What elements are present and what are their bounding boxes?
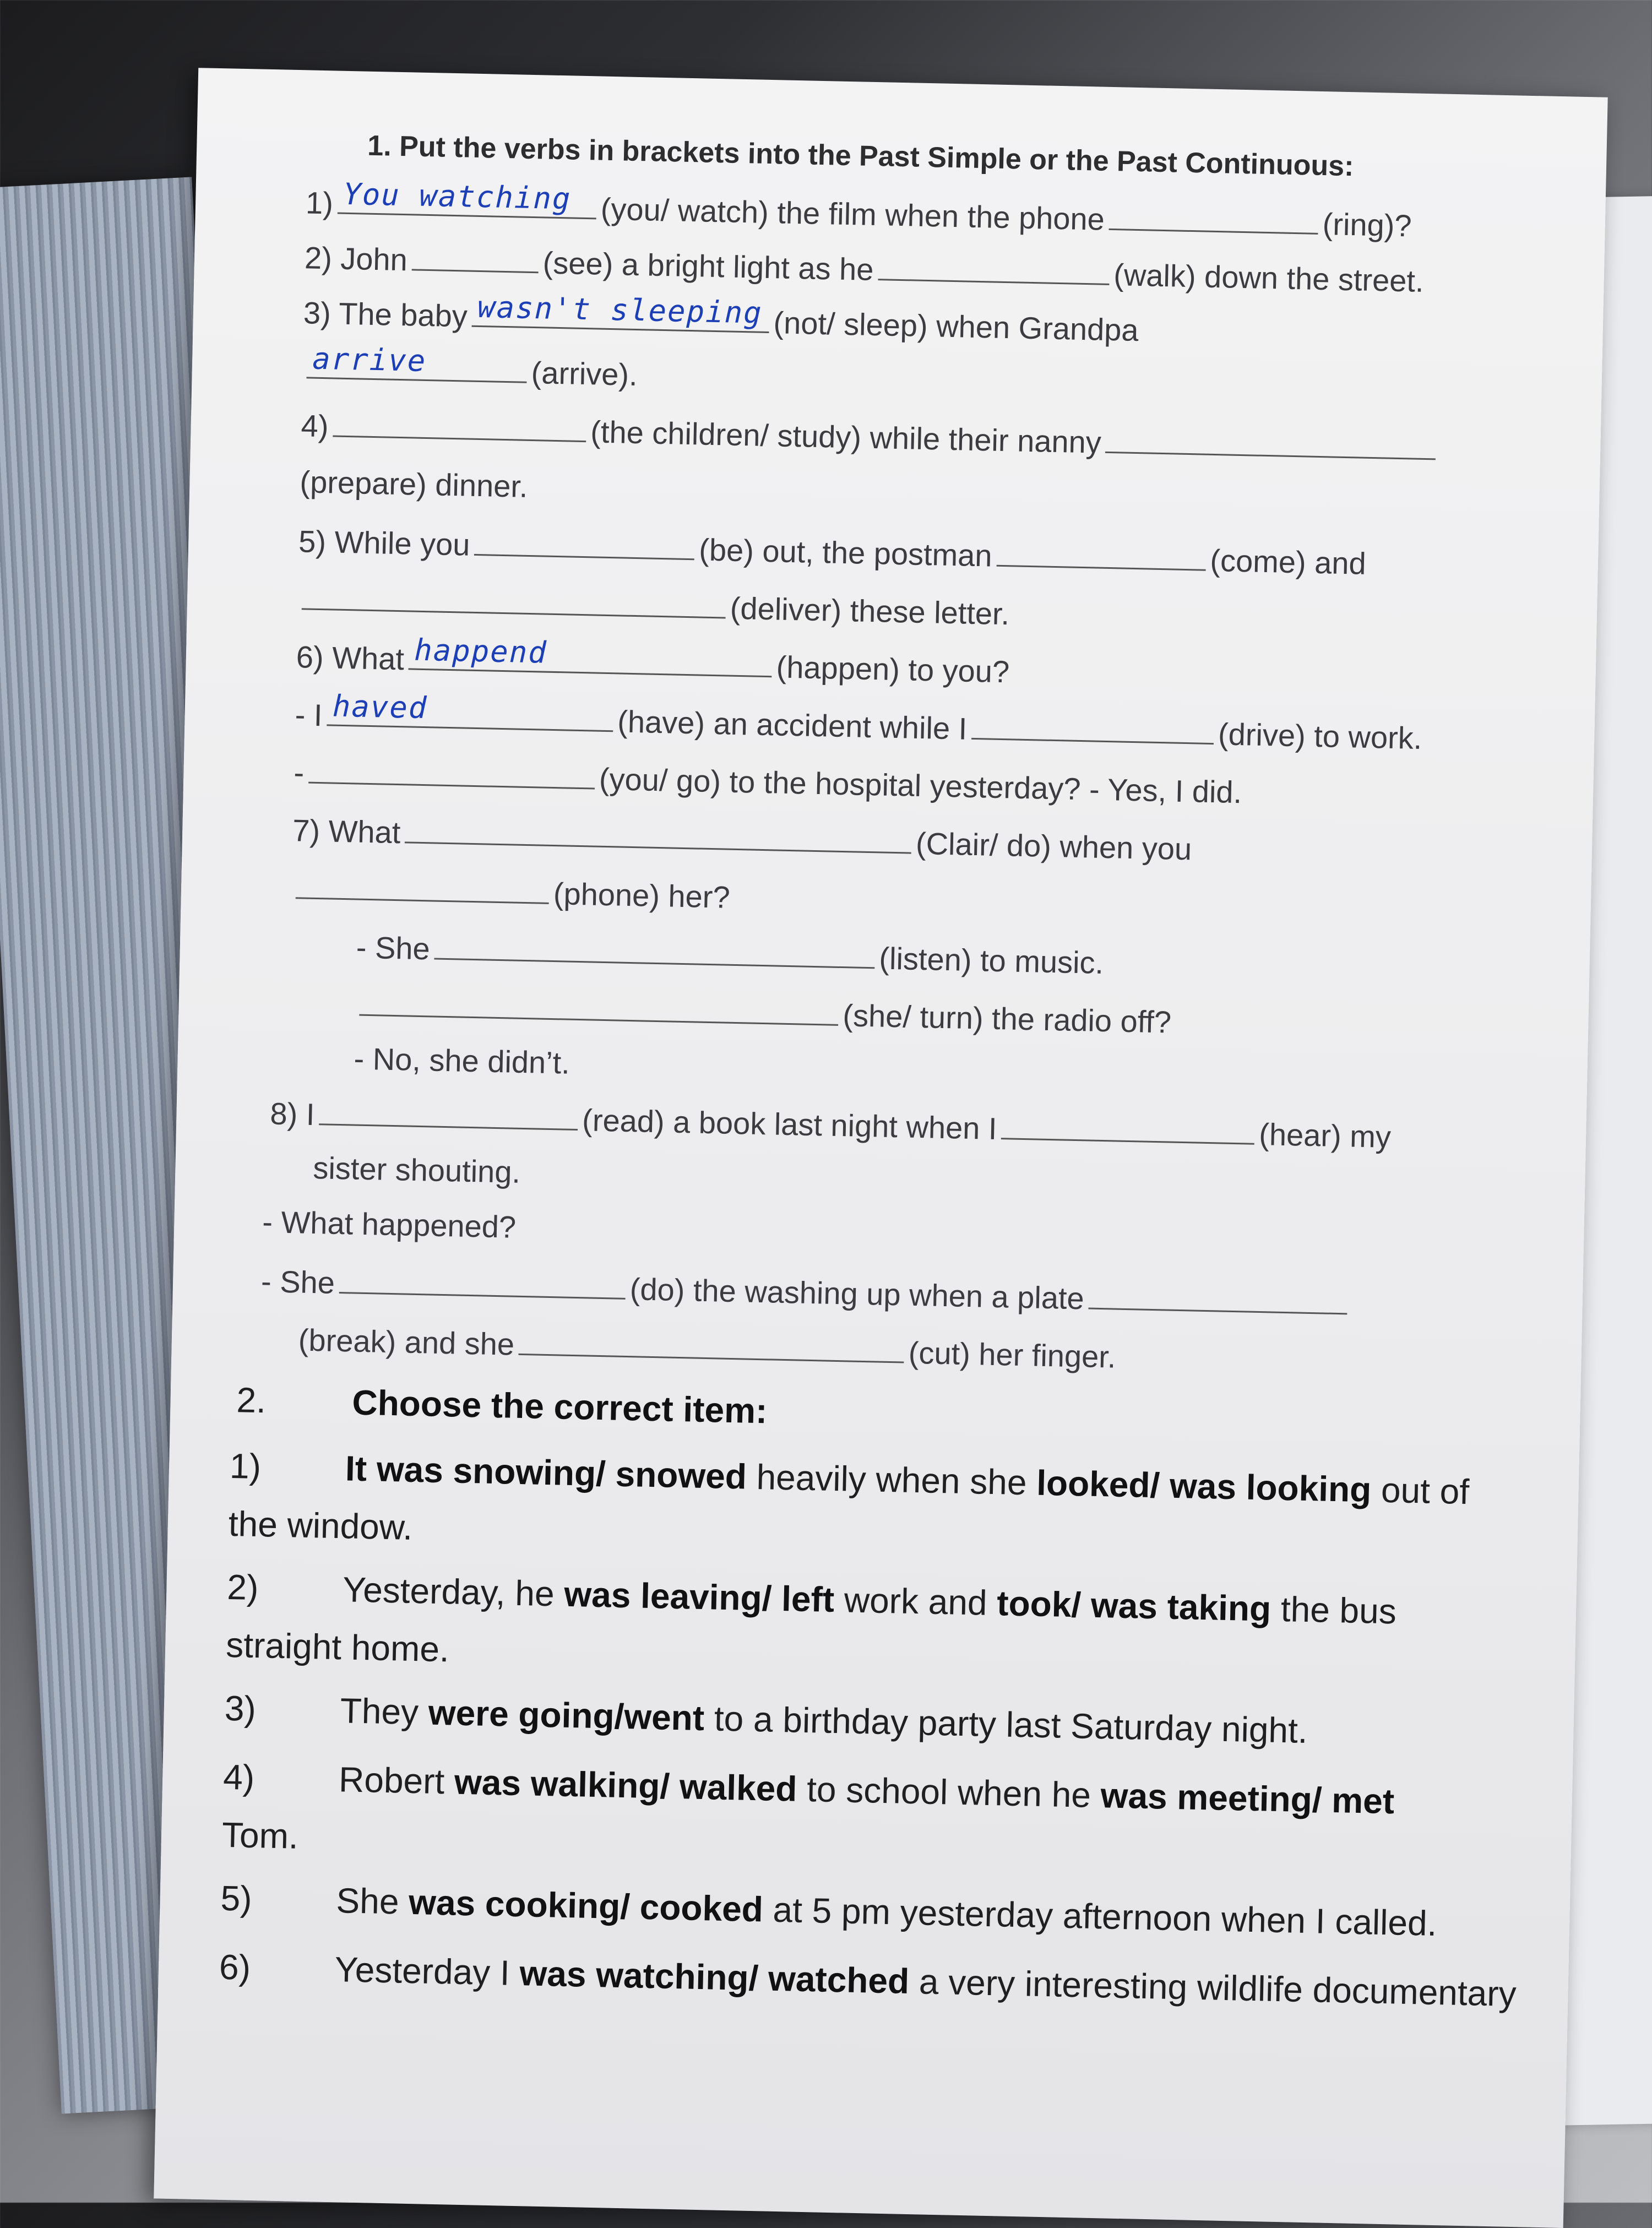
choice-options[interactable]: were going/went xyxy=(428,1692,705,1738)
item-number: 6) xyxy=(219,1947,251,1987)
ex1-line-20: - She (do) the washing up when a plate xyxy=(260,1262,1352,1322)
ex1-line-12: 7) What (Clair/ do) when you xyxy=(292,813,1192,867)
answer-blank[interactable] xyxy=(338,176,597,220)
choice-item-continuation: the window. xyxy=(228,1503,414,1547)
item-number: 4) xyxy=(222,1757,255,1798)
choice-item-1 xyxy=(229,1446,1470,1512)
item-text: to school when he xyxy=(796,1769,1101,1816)
choice-options[interactable]: was watching/ watched xyxy=(519,1953,910,2001)
item-number: 2) xyxy=(226,1567,259,1608)
ex1-line-13: (phone) her? xyxy=(291,868,730,915)
answer-blank[interactable] xyxy=(333,406,586,442)
answer-blank[interactable] xyxy=(474,525,695,560)
item-text: heavily when she xyxy=(746,1457,1037,1503)
item-number: 3) xyxy=(224,1688,257,1729)
item-text: out of xyxy=(1371,1470,1470,1512)
handwritten-answer: You watching xyxy=(343,176,572,216)
answer-blank[interactable] xyxy=(1108,200,1318,235)
item-text: They xyxy=(340,1691,429,1732)
choice-options[interactable]: was leaving/ left xyxy=(563,1574,835,1620)
answer-blank[interactable] xyxy=(996,536,1206,571)
ex1-line-3: 3) The baby wasn't sleeping (not/ sleep) when Grandpa xyxy=(303,289,1139,348)
item-number: 1) xyxy=(229,1446,262,1487)
answer-blank[interactable] xyxy=(308,753,595,790)
worksheet-page xyxy=(154,68,1607,2228)
choice-item-continuation: Tom. xyxy=(221,1814,299,1856)
exercise1-title: 1. Put the verbs in brackets into the Past Simple or the Past Continuous: xyxy=(367,129,1355,183)
ex1-line-7: 5) While you (be) out, the postman (come) and xyxy=(298,524,1367,581)
item-text: to a birthday party last Saturday night. xyxy=(704,1698,1308,1751)
answer-blank[interactable] xyxy=(971,709,1214,745)
choice-options[interactable]: was walking/ walked xyxy=(454,1762,798,1809)
choice-item-5 xyxy=(220,1878,1437,1944)
ex1-line-17: 8) I (read) a book last night when I (hear) my xyxy=(270,1094,1392,1155)
answer-blank[interactable] xyxy=(434,930,875,969)
ex1-line-4: arrive (arrive). xyxy=(302,348,638,393)
item-text: a very interesting wildlife documentary xyxy=(909,1961,1517,2014)
ex1-line-1: 1) You watching (you/ watch) the film when the phone (ring)? xyxy=(305,176,1412,243)
item-text: Yesterday I xyxy=(334,1949,520,1993)
handwritten-answer: wasn't sleeping xyxy=(477,289,763,330)
item-text: She xyxy=(335,1881,410,1922)
item-text: work and xyxy=(834,1579,998,1623)
ex1-line-15: (she/ turn) the radio off? xyxy=(355,986,1172,1040)
choice-options[interactable]: was cooking/ cooked xyxy=(408,1882,764,1930)
answer-blank[interactable] xyxy=(878,250,1110,285)
answer-blank[interactable] xyxy=(409,632,773,677)
answer-blank[interactable] xyxy=(339,1263,626,1300)
item-number: 5) xyxy=(220,1878,253,1919)
answer-blank[interactable] xyxy=(411,240,539,273)
choice-options[interactable]: took/ was taking xyxy=(996,1583,1271,1629)
answer-blank[interactable] xyxy=(1001,1109,1255,1145)
ex1-line-18: sister shouting. xyxy=(312,1150,521,1189)
choice-options[interactable]: looked/ was looking xyxy=(1036,1463,1372,1510)
ex1-line-5: 4) (the children/ study) while their nanny xyxy=(301,406,1441,467)
answer-blank[interactable] xyxy=(319,1095,578,1131)
ex1-line-10: - I haved (have) an accident while I (drive) to work. xyxy=(295,688,1423,756)
answer-blank[interactable] xyxy=(405,813,912,854)
ex1-line-16: - No, she didn’t. xyxy=(354,1041,570,1080)
choice-item-6 xyxy=(219,1947,1517,2014)
answer-blank[interactable] xyxy=(1088,1279,1347,1315)
ex1-line-19: - What happened? xyxy=(262,1204,517,1245)
item-text: at 5 pm yesterday afternoon when I called. xyxy=(763,1889,1438,1944)
handwritten-answer: haved xyxy=(332,688,428,726)
answer-blank[interactable] xyxy=(519,1325,905,1363)
ex1-line-8: (deliver) these letter. xyxy=(297,579,1009,632)
answer-blank[interactable] xyxy=(359,986,839,1026)
answer-blank[interactable] xyxy=(327,688,613,732)
handwritten-answer: happend xyxy=(414,632,548,670)
ex1-line-14: - She (listen) to music. xyxy=(356,930,1104,980)
item-text: Robert xyxy=(338,1759,455,1802)
ex1-line-11: - (you/ go) to the hospital yesterday? - Yes, I did. xyxy=(294,753,1242,810)
answer-blank[interactable] xyxy=(471,289,769,333)
answer-blank[interactable] xyxy=(296,868,550,904)
ex1-line-21: (break) and she (cut) her finger. xyxy=(298,1322,1117,1374)
ex1-line-2: 2) John (see) a bright light as he (walk) down the street. xyxy=(304,240,1425,298)
item-text: Yesterday, he xyxy=(342,1569,565,1614)
choice-options[interactable]: was meeting/ met xyxy=(1100,1775,1395,1822)
choice-item-4 xyxy=(223,1757,1395,1822)
answer-blank[interactable] xyxy=(1105,423,1436,460)
choice-options[interactable]: It was snowing/ snowed xyxy=(345,1448,747,1497)
item-text: the bus xyxy=(1270,1589,1397,1632)
exercise2-heading: 2. Choose the correct item: xyxy=(236,1380,768,1431)
choice-item-2 xyxy=(227,1567,1397,1632)
handwritten-answer: arrive xyxy=(312,341,427,378)
choice-item-continuation: straight home. xyxy=(225,1624,450,1670)
choice-item-3 xyxy=(224,1688,1308,1751)
ex1-line-9: 6) What happend (happen) to you? xyxy=(296,632,1010,689)
answer-blank[interactable] xyxy=(302,579,726,618)
ex1-line-6: (prepare) dinner. xyxy=(299,464,529,504)
